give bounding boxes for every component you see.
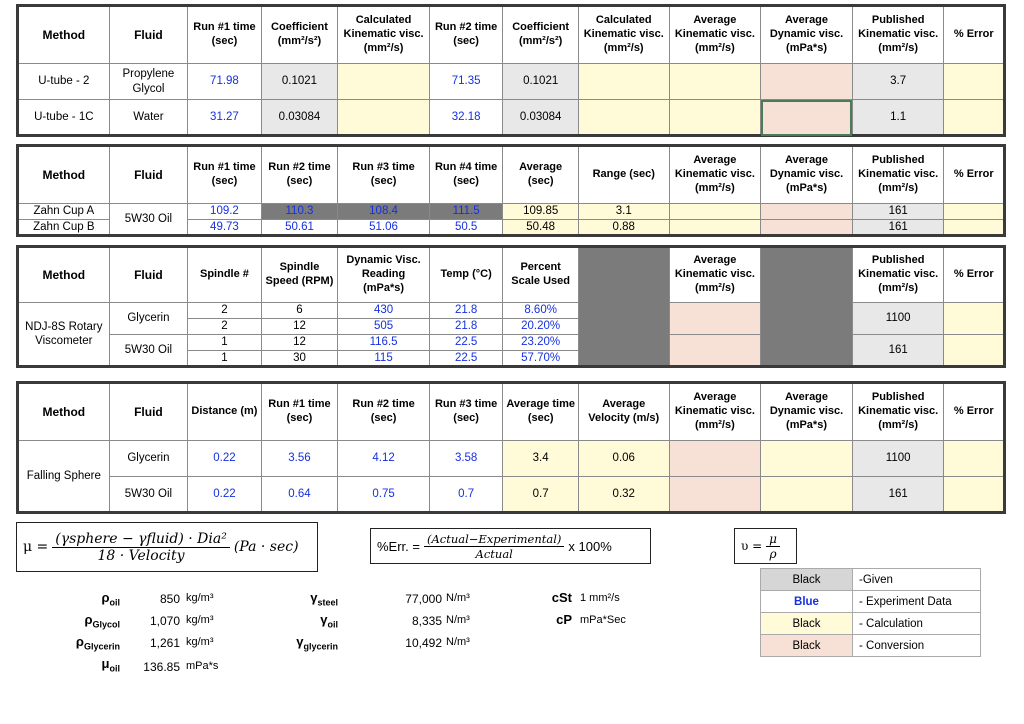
avg-kinematic-cell[interactable]: [669, 100, 761, 136]
temp-cell[interactable]: 21.8: [429, 303, 503, 319]
cst-value: 1 mm²/s: [580, 592, 620, 604]
error-cell[interactable]: [944, 100, 1005, 136]
coefficient-cell[interactable]: 0.1021: [261, 64, 338, 100]
table-u-tube: [16, 4, 1006, 137]
formula-numerator: μ: [766, 532, 780, 547]
formula-fraction: [766, 532, 780, 561]
avg-time-cell[interactable]: 0.7: [503, 477, 579, 513]
legend-swatch: Blue: [761, 591, 853, 613]
published-cell[interactable]: 3.7: [852, 64, 944, 100]
header-cell: Run #1 time (sec): [261, 383, 338, 441]
published-cell[interactable]: 161: [852, 477, 944, 513]
header-cell: Coefficient (mm²/s²): [503, 6, 579, 64]
published-cell[interactable]: 161: [852, 204, 944, 220]
header-cell: Run #4 time (sec): [429, 146, 503, 204]
header-cell: Method: [18, 247, 110, 303]
run3-cell[interactable]: 0.7: [429, 477, 503, 513]
header-cell: Average Kinematic visc. (mm²/s): [669, 383, 761, 441]
header-cell: Average Dynamic visc. (mPa*s): [761, 383, 853, 441]
header-cell: Method: [18, 383, 110, 441]
reading-cell[interactable]: 505: [338, 319, 430, 335]
header-cell: Average Kinematic visc. (mm²/s): [669, 247, 761, 303]
header-cell: Published Kinematic visc. (mm²/s): [852, 146, 944, 204]
header-cell: Run #1 time (sec): [188, 146, 262, 204]
header-cell: % Error: [944, 383, 1005, 441]
error-cell[interactable]: [944, 220, 1005, 236]
published-cell[interactable]: 1100: [852, 441, 944, 477]
avg-dynamic-cell[interactable]: [761, 220, 853, 236]
color-legend: [760, 568, 981, 657]
rho-oil-value: 850: [159, 592, 180, 606]
fluid-cell[interactable]: 5W30 Oil: [109, 335, 188, 367]
speed-cell[interactable]: 6: [261, 303, 338, 319]
avg-kinematic-cell[interactable]: [669, 64, 761, 100]
range-cell[interactable]: 0.88: [578, 220, 669, 236]
avg-velocity-cell[interactable]: 0.06: [578, 441, 669, 477]
mu-oil-unit: mPa*s: [186, 660, 219, 672]
published-cell[interactable]: 161: [852, 220, 944, 236]
gamma-steel-label: $\gamma_{steel}$: [310, 590, 338, 608]
legend-row: [761, 591, 981, 613]
rho-glycol-label: $\rho_{Glycol}$: [84, 612, 120, 630]
run4-cell[interactable]: 50.5: [429, 220, 503, 236]
fluid-cell[interactable]: 5W30 Oil: [109, 477, 188, 513]
gamma-steel-unit: N/m³: [446, 592, 470, 604]
header-cell: Coefficient (mm²/s²): [261, 6, 338, 64]
calc-visc-cell[interactable]: [338, 64, 430, 100]
formula-numerator: (γsphere − γfluid) · Dia²: [52, 531, 230, 548]
header-row: [18, 146, 1005, 204]
gamma-glycerin-value: 10,492: [405, 636, 442, 650]
header-cell: Method: [18, 146, 110, 204]
run2-cell[interactable]: 0.75: [338, 477, 430, 513]
rho-glycol-value: 1,070: [149, 614, 180, 628]
spindle-cell[interactable]: 2: [188, 319, 262, 335]
fluid-cell[interactable]: Water: [109, 100, 188, 136]
formula-lhs: μ =: [23, 539, 49, 555]
table-row: [18, 477, 1005, 513]
run1-cell[interactable]: 31.27: [188, 100, 262, 136]
header-row: [18, 383, 1005, 441]
avg-kinematic-cell[interactable]: [669, 220, 761, 236]
speed-cell[interactable]: 12: [261, 335, 338, 351]
table-row: [18, 335, 1005, 351]
gamma-steel-value: 77,000: [405, 592, 442, 606]
header-cell: Published Kinematic visc. (mm²/s): [852, 6, 944, 64]
fluid-cell[interactable]: Propylene Glycol: [109, 64, 188, 100]
run1-cell[interactable]: 109.2: [188, 204, 262, 220]
coefficient-cell[interactable]: 0.03084: [503, 100, 579, 136]
published-cell[interactable]: 1100: [852, 303, 944, 335]
legend-text: - Conversion: [853, 635, 981, 657]
cst-label: cSt: [551, 590, 572, 605]
header-cell: Dynamic Visc. Reading (mPa*s): [338, 247, 430, 303]
method-cell[interactable]: Zahn Cup B: [18, 220, 110, 236]
avg-kinematic-cell[interactable]: [669, 303, 761, 335]
avg-time-cell[interactable]: 3.4: [503, 441, 579, 477]
header-cell: Run #2 time (sec): [338, 383, 430, 441]
formula-lhs: υ =: [741, 539, 763, 553]
header-cell: Fluid: [109, 146, 188, 204]
table-row: [18, 303, 1005, 319]
gamma-glycerin-label: $\gamma_{glycerin}$: [296, 634, 338, 652]
header-cell: Temp (°C): [429, 247, 503, 303]
error-cell[interactable]: [944, 335, 1005, 367]
cp-value: mPa*Sec: [580, 614, 626, 626]
speed-cell[interactable]: 12: [261, 319, 338, 335]
coefficient-cell[interactable]: 0.1021: [503, 64, 579, 100]
rho-oil-label: $\rho_{oil}$: [101, 590, 120, 608]
published-cell[interactable]: 161: [852, 335, 944, 367]
rho-oil-unit: kg/m³: [186, 592, 214, 604]
run2-cell[interactable]: 110.3: [261, 204, 338, 220]
header-cell: % Error: [944, 6, 1005, 64]
formula-unit: (Pa · sec): [233, 539, 299, 555]
header-cell: Calculated Kinematic visc. (mm²/s): [338, 6, 430, 64]
header-cell: Average Dynamic visc. (mPa*s): [761, 146, 853, 204]
error-cell[interactable]: [944, 204, 1005, 220]
header-cell: Run #1 time (sec): [188, 6, 262, 64]
rho-glycerin-unit: kg/m³: [186, 636, 214, 648]
table-row: [18, 100, 1005, 136]
run3-cell[interactable]: 51.06: [338, 220, 430, 236]
header-cell: Average (sec): [503, 146, 579, 204]
legend-swatch: Black: [761, 613, 853, 635]
run1-cell[interactable]: 3.56: [261, 441, 338, 477]
formula-denominator: 18 · Velocity: [97, 547, 185, 564]
table-rotary-viscometer: [16, 245, 1006, 368]
percent-error-formula: [370, 528, 651, 564]
fluid-cell[interactable]: 5W30 Oil: [109, 204, 188, 236]
header-cell: Run #2 time (sec): [261, 146, 338, 204]
formula-tail: x 100%: [568, 538, 612, 554]
formula-lhs: %Err. =: [377, 538, 420, 554]
avg-dynamic-cell-selected[interactable]: [761, 100, 853, 136]
avg-kinematic-cell[interactable]: [669, 441, 761, 477]
method-cell[interactable]: NDJ-8S Rotary Viscometer: [18, 303, 110, 367]
distance-cell[interactable]: 0.22: [188, 441, 262, 477]
header-cell: Spindle Speed (RPM): [261, 247, 338, 303]
gamma-glycerin-unit: N/m³: [446, 636, 470, 648]
header-cell: Run #3 time (sec): [338, 146, 430, 204]
header-cell: Fluid: [109, 6, 188, 64]
gamma-oil-label: $\gamma_{oil}$: [320, 612, 338, 630]
header-cell: % Error: [944, 146, 1005, 204]
percent-cell[interactable]: 23.20%: [503, 335, 579, 351]
legend-row: [761, 613, 981, 635]
formula-numerator: (Actual−Experimental): [424, 532, 564, 547]
table-zahn-cup: [16, 144, 1006, 237]
avg-dynamic-cell[interactable]: [761, 204, 853, 220]
legend-text: - Experiment Data: [853, 591, 981, 613]
header-cell: Distance (m): [188, 383, 262, 441]
header-cell: Run #2 time (sec): [429, 6, 503, 64]
percent-cell[interactable]: 8.60%: [503, 303, 579, 319]
header-cell: Average Kinematic visc. (mm²/s): [669, 6, 761, 64]
speed-cell[interactable]: 30: [261, 351, 338, 367]
run4-cell[interactable]: 111.5: [429, 204, 503, 220]
header-row: [18, 247, 1005, 303]
percent-cell[interactable]: 57.70%: [503, 351, 579, 367]
spindle-cell[interactable]: 1: [188, 335, 262, 351]
method-cell[interactable]: Falling Sphere: [18, 441, 110, 513]
legend-row: [761, 569, 981, 591]
formula-denominator: Actual: [475, 546, 513, 561]
run2-cell[interactable]: 32.18: [429, 100, 503, 136]
run3-cell[interactable]: 108.4: [338, 204, 430, 220]
calc-visc-cell[interactable]: [578, 100, 669, 136]
legend-swatch: Black: [761, 569, 853, 591]
header-cell: Average Dynamic visc. (mPa*s): [761, 6, 853, 64]
legend-row: [761, 635, 981, 657]
run2-cell[interactable]: 50.61: [261, 220, 338, 236]
reading-cell[interactable]: 116.5: [338, 335, 430, 351]
header-cell: % Error: [944, 247, 1005, 303]
header-cell: Run #3 time (sec): [429, 383, 503, 441]
table-row: [18, 204, 1005, 220]
legend-text: - Calculation: [853, 613, 981, 635]
run1-cell[interactable]: 71.98: [188, 64, 262, 100]
avg-dynamic-cell[interactable]: [761, 477, 853, 513]
fluid-cell[interactable]: Glycerin: [109, 441, 188, 477]
gamma-oil-value: 8,335: [411, 614, 442, 628]
reading-cell[interactable]: 115: [338, 351, 430, 367]
header-cell: Published Kinematic visc. (mm²/s): [852, 383, 944, 441]
header-cell: Method: [18, 6, 110, 64]
fluid-cell[interactable]: Glycerin: [109, 303, 188, 335]
rho-glycerin-label: $\rho_{Glycerin}$: [75, 634, 120, 652]
temp-cell[interactable]: 21.8: [429, 319, 503, 335]
spindle-cell[interactable]: 2: [188, 303, 262, 319]
avg-dynamic-cell[interactable]: [761, 64, 853, 100]
avg-kinematic-cell[interactable]: [669, 335, 761, 367]
legend-text: -Given: [853, 569, 981, 591]
kinematic-formula: [734, 528, 797, 564]
header-row: [18, 6, 1005, 64]
blank-gray-cell: [578, 247, 669, 367]
avg-kinematic-cell[interactable]: [669, 204, 761, 220]
error-cell[interactable]: [944, 64, 1005, 100]
reading-cell[interactable]: 430: [338, 303, 430, 319]
average-cell[interactable]: 109.85: [503, 204, 579, 220]
header-cell: Range (sec): [578, 146, 669, 204]
coefficient-cell[interactable]: 0.03084: [261, 100, 338, 136]
mu-oil-value: 136.85: [143, 660, 180, 674]
table-row: [18, 64, 1005, 100]
error-cell[interactable]: [944, 477, 1005, 513]
avg-kinematic-cell[interactable]: [669, 477, 761, 513]
header-cell: Average Kinematic visc. (mm²/s): [669, 146, 761, 204]
rho-glycerin-value: 1,261: [149, 636, 180, 650]
header-cell: Fluid: [109, 247, 188, 303]
distance-cell[interactable]: 0.22: [188, 477, 262, 513]
run3-cell[interactable]: 3.58: [429, 441, 503, 477]
blank-gray-cell: [761, 247, 853, 367]
header-cell: Average Velocity (m/s): [578, 383, 669, 441]
run1-cell[interactable]: 49.73: [188, 220, 262, 236]
method-cell[interactable]: U-tube - 1C: [18, 100, 110, 136]
calc-visc-cell[interactable]: [338, 100, 430, 136]
header-cell: Average time (sec): [503, 383, 579, 441]
temp-cell[interactable]: 22.5: [429, 335, 503, 351]
published-cell[interactable]: 1.1: [852, 100, 944, 136]
formula-denominator: ρ: [769, 546, 777, 561]
header-cell: Published Kinematic visc. (mm²/s): [852, 247, 944, 303]
percent-cell[interactable]: 20.20%: [503, 319, 579, 335]
legend-swatch: Black: [761, 635, 853, 657]
temp-cell[interactable]: 22.5: [429, 351, 503, 367]
avg-dynamic-cell[interactable]: [761, 441, 853, 477]
stokes-formula: [16, 522, 318, 572]
range-cell[interactable]: 3.1: [578, 204, 669, 220]
formula-fraction: [424, 532, 564, 561]
header-cell: Fluid: [109, 383, 188, 441]
mu-oil-label: $\mu_{oil}$: [101, 656, 120, 674]
header-cell: Percent Scale Used: [503, 247, 579, 303]
header-cell: Calculated Kinematic visc. (mm²/s): [578, 6, 669, 64]
cp-label: cP: [556, 612, 572, 627]
rho-glycol-unit: kg/m³: [186, 614, 214, 626]
run2-cell[interactable]: 71.35: [429, 64, 503, 100]
spindle-cell[interactable]: 1: [188, 351, 262, 367]
error-cell[interactable]: [944, 441, 1005, 477]
method-cell[interactable]: U-tube - 2: [18, 64, 110, 100]
run1-cell[interactable]: 0.64: [261, 477, 338, 513]
error-cell[interactable]: [944, 303, 1005, 335]
avg-velocity-cell[interactable]: 0.32: [578, 477, 669, 513]
table-falling-sphere: [16, 381, 1006, 514]
table-row: [18, 441, 1005, 477]
average-cell[interactable]: 50.48: [503, 220, 579, 236]
formula-fraction: [52, 531, 230, 564]
header-cell: Spindle #: [188, 247, 262, 303]
calc-visc-cell[interactable]: [578, 64, 669, 100]
run2-cell[interactable]: 4.12: [338, 441, 430, 477]
method-cell[interactable]: Zahn Cup A: [18, 204, 110, 220]
gamma-oil-unit: N/m³: [446, 614, 470, 626]
